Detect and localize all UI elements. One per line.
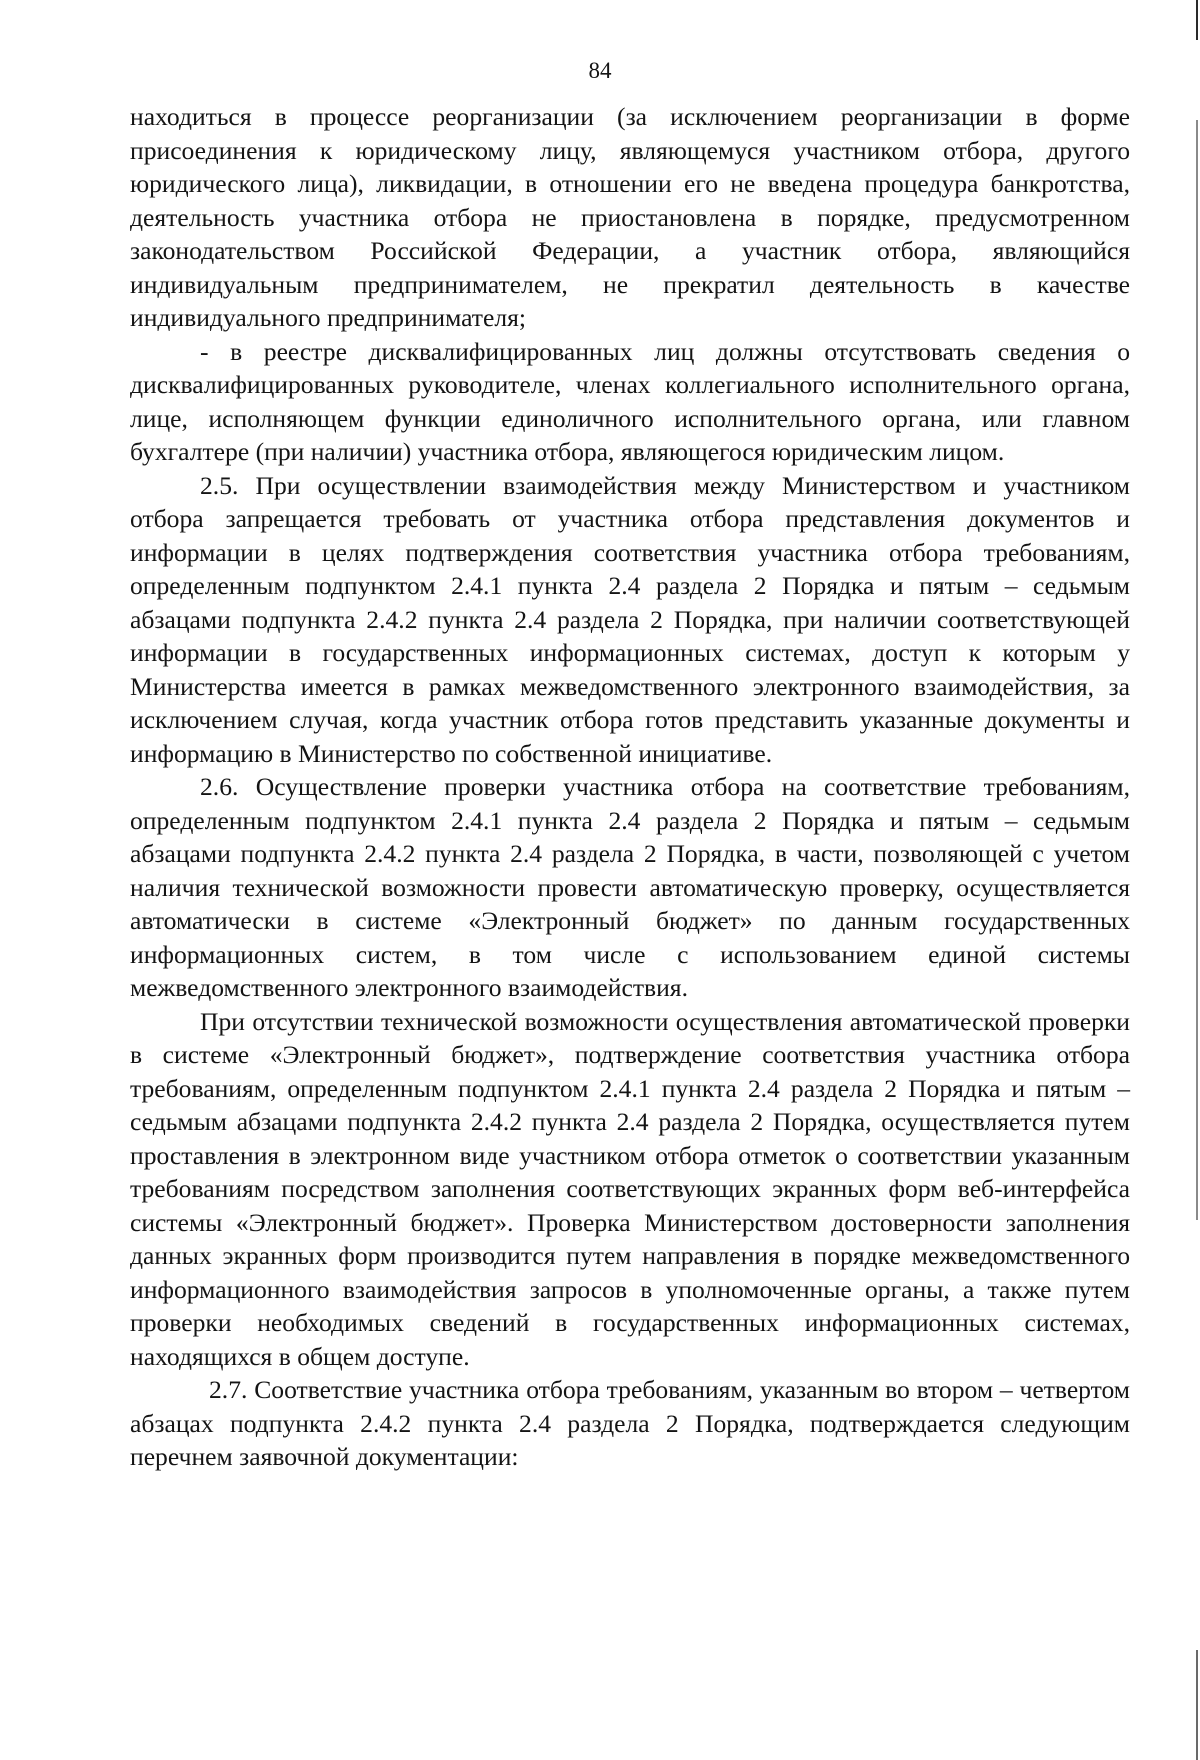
paragraph-no-technical-possibility: При отсутствии технической возможности осуществления автоматической проверки в системе «Электронный бюджет», подтверждение соответствия участника отбора требованиям, определенным подпунктом 2.4.1 пункта 2.4 раздела 2 Порядка и пятым – седьмым абзацами подпункта 2.4.2 пункта 2.4 раздела 2 Порядка, осуществляется путем проставления в электронном виде участником отбора отметок о соответствии указанным требованиям посредством заполнения соответствующих экранных форм веб-интерфейса системы «Электронный бюджет». Проверка Министерством достоверности заполнения данных экранных форм производится путем направления в порядке межведомственного информационного взаимодействия запросов в уполномоченные органы, а также путем проверки необходимых сведений в государственных информационных системах, находящихся в общем доступе. <box>130 1006 1130 1371</box>
paragraph-2-7: 2.7. Соответствие участника отбора требованиям, указанным во втором – четвертом абзацах подпункта 2.4.2 пункта 2.4 раздела 2 Порядка, подтверждается следующим перечнем заявочной документации: <box>130 1375 1130 1471</box>
scan-edge-mark <box>1196 0 1198 40</box>
scan-edge-shadow <box>1196 120 1198 1220</box>
paragraph-disqualified-persons: - в реестре дисквалифицированных лиц должны отсутствовать сведения о дисквалифицированных руководителе, членах коллегиального исполнительного органа, лице, исполняющем функции единоличного исполнительного органа, или главном бухгалтере (при наличии) участника отбора, являющегося юридическим лицом. <box>130 336 1130 466</box>
paragraph-2-5: 2.5. При осуществлении взаимодействия между Министерством и участником отбора запрещается требовать от участника отбора представления документов и информации в целях подтверждения соответствия участника отбора требованиям, определенным подпунктом 2.4.1 пункта 2.4 раздела 2 Порядка и пятым – седьмым абзацами подпункта 2.4.2 пункта 2.4 раздела 2 Порядка, при наличии соответствующей информации в государственных информационных системах, доступ к которым у Министерства имеется в рамках межведомственного электронного взаимодействия, за исключением случая, когда участник отбора готов представить указанные документы и информацию в Министерство по собственной инициативе. <box>130 470 1130 768</box>
paragraph-2-6: 2.6. Осуществление проверки участника отбора на соответствие требованиям, определенным подпунктом 2.4.1 пункта 2.4 раздела 2 Порядка и пятым – седьмым абзацами подпункта 2.4.2 пункта 2.4 раздела 2 Порядка, в части, позволяющей с учетом наличия технической возможности провести автоматическую проверку, осуществляется автоматически в системе «Электронный бюджет» по данным государственных информационных систем, в том числе с использованием единой системы межведомственного электронного взаимодействия. <box>130 772 1130 1002</box>
paragraph-reorganization-continuation: находиться в процессе реорганизации (за исключением реорганизации в форме присоединения к юридическому лицу, являющемуся участником отбора, другого юридического лица), ликвидации, в отношении его не введена процедура банкротства, деятельность участника отбора не приостановлена в порядке, предусмотренном законодательством Российской Федерации, а участник отбора, являющийся индивидуальным предпринимателем, не прекратил деятельность в качестве индивидуального предпринимателя; <box>130 102 1130 332</box>
document-body <box>130 100 1130 1474</box>
scan-edge-shadow-bottom <box>1196 1650 1198 1760</box>
page-number: 84 <box>588 58 612 83</box>
